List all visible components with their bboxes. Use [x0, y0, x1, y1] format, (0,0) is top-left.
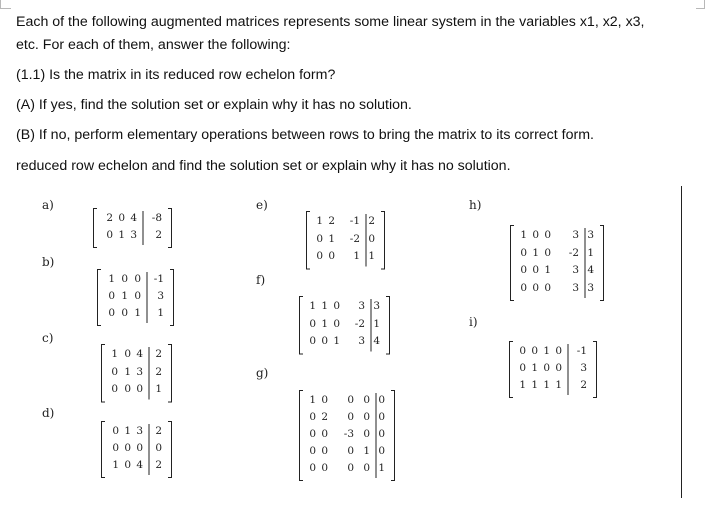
matrix-cell: 1 [519, 379, 526, 391]
matrix-cell: 4 [587, 264, 594, 276]
matrix-cell: 3 [580, 362, 587, 374]
matrix-cell: 3 [373, 300, 380, 312]
right-bracket [386, 297, 390, 355]
matrix-cell: 2 [580, 379, 587, 391]
matrix-cell: 0 [544, 281, 551, 294]
matrix-cell: 1 [531, 362, 538, 374]
left-bracket [300, 391, 304, 481]
matrix-cell: 0 [347, 394, 354, 406]
matrix-cell: -2 [349, 232, 360, 245]
label-e: e) [256, 198, 268, 212]
intro-line-2: etc. For each of them, answer the following: [16, 37, 291, 53]
matrix-cell: 1 [555, 379, 562, 391]
matrix-cell: 0 [347, 411, 354, 423]
matrix-cell: 0 [520, 264, 527, 276]
left-bracket [300, 297, 304, 355]
matrix-cell: 0 [121, 307, 128, 319]
matrix-cell: 1 [543, 379, 550, 391]
matrix-cell: 1 [118, 229, 125, 241]
page-corner-mark-left [0, 0, 11, 9]
matrix-cell: 0 [316, 250, 323, 262]
matrix-cell: 1 [544, 264, 551, 276]
matrix-d [100, 421, 173, 478]
matrix-g [298, 390, 396, 481]
matrix-cell: 2 [155, 229, 162, 241]
right-bracket [170, 270, 174, 326]
matrix-cell: 1 [543, 345, 550, 357]
matrix-cell: 0 [321, 428, 328, 440]
matrix-cell: 1 [309, 394, 316, 406]
matrix-cell: 1 [309, 300, 316, 312]
matrix-cell: 0 [309, 462, 316, 474]
matrix-cell: 0 [108, 290, 115, 302]
left-bracket [94, 209, 98, 248]
matrix-cell: 0 [309, 428, 316, 440]
matrix-cell: 1 [155, 383, 162, 395]
matrix-cell: 2 [106, 212, 113, 224]
page-right-border [681, 186, 682, 498]
matrix-cell: 1 [112, 459, 119, 471]
matrix-a [92, 208, 173, 248]
matrix-h [509, 225, 605, 301]
matrix-cell: 0 [333, 317, 340, 330]
matrix-cell: 0 [321, 335, 328, 347]
matrix-cell: 0 [347, 445, 354, 457]
matrix-cell: 3 [136, 425, 143, 437]
page-corner-mark-right [696, 0, 705, 9]
matrix-cell: 0 [111, 365, 118, 378]
left-bracket [511, 226, 515, 301]
left-bracket [307, 212, 311, 270]
matrix-cell: 0 [363, 411, 370, 423]
matrix-cell: 3 [587, 229, 594, 241]
matrix-cell: 3 [358, 300, 365, 312]
label-a: a) [42, 198, 54, 212]
matrix-cell: 1 [157, 307, 164, 319]
matrix-cell: 0 [112, 425, 119, 437]
option-b: (B) If no, perform elementary operations between rows to bring the matrix to its correct form. [16, 127, 594, 143]
right-bracket [168, 345, 172, 403]
matrix-cell: 0 [121, 273, 128, 285]
label-d: d) [42, 406, 55, 420]
matrix-cell: 0 [363, 462, 370, 474]
matrix-cell: -1 [153, 273, 164, 285]
matrix-cell: -8 [151, 212, 162, 224]
right-bracket [381, 212, 385, 270]
matrix-cell: 0 [519, 362, 526, 374]
matrix-e [305, 211, 386, 270]
label-h: h) [469, 198, 482, 212]
matrix-cell: 1 [134, 307, 141, 319]
matrix-cell: 3 [572, 281, 579, 294]
matrix-cell: 2 [155, 365, 162, 378]
matrix-cell: 2 [155, 348, 162, 360]
matrix-cell: 2 [155, 459, 162, 471]
matrix-cell: 0 [378, 445, 385, 457]
matrix-cell: 3 [572, 264, 579, 276]
matrix-cell: 1 [328, 232, 335, 245]
matrix-cell: 0 [520, 246, 527, 259]
intro-line-1: Each of the following augmented matrices represents some linear system in the variables x1, x2, x3, [16, 14, 645, 30]
right-bracket [600, 226, 604, 301]
matrix-cell: 0 [368, 232, 375, 245]
matrix-cell: 0 [136, 442, 143, 454]
matrix-cell: 0 [532, 229, 539, 241]
matrix-cell: 4 [373, 335, 380, 347]
left-bracket [102, 345, 106, 403]
left-bracket [510, 342, 514, 398]
matrix-c [100, 344, 173, 403]
label-c: c) [42, 331, 54, 345]
matrix-cell: 1 [368, 250, 375, 262]
matrix-cell: 2 [155, 425, 162, 437]
label-i: i) [469, 315, 478, 329]
matrix-cell: 3 [130, 229, 137, 241]
right-bracket [168, 422, 172, 478]
matrix-cell: -3 [343, 428, 354, 440]
right-bracket [593, 342, 597, 398]
matrix-cell: 0 [328, 250, 335, 262]
right-bracket [391, 391, 395, 481]
matrix-cell: 1 [378, 462, 385, 474]
matrix-cell: 0 [124, 459, 131, 471]
option-a: (A) If yes, find the solution set or explain why it has no solution. [16, 97, 412, 113]
matrix-cell: 0 [309, 335, 316, 347]
matrix-cell: 1 [333, 335, 340, 347]
matrix-cell: 0 [124, 383, 131, 395]
matrix-cell: 0 [111, 383, 118, 395]
matrix-cell: 4 [130, 212, 137, 224]
matrix-cell: 1 [520, 229, 527, 241]
matrix-cell: 0 [118, 212, 125, 224]
matrix-cell: 1 [316, 215, 323, 227]
matrix-f [298, 296, 391, 355]
matrix-cell: 0 [321, 394, 328, 406]
matrix-cell: 0 [544, 229, 551, 241]
matrix-cell: 2 [368, 215, 375, 227]
matrix-cell: 0 [155, 442, 162, 454]
matrix-cell: 0 [363, 428, 370, 440]
matrix-cell: 0 [136, 383, 143, 395]
matrix-cell: 1 [363, 445, 370, 457]
matrix-cell: 1 [111, 348, 118, 360]
matrix-cell: -1 [349, 215, 360, 227]
right-bracket [168, 209, 172, 248]
matrix-cell: 0 [106, 229, 113, 241]
matrix-cell: 1 [108, 273, 115, 285]
matrix-cell: 3 [136, 365, 143, 378]
matrix-cell: 1 [321, 300, 328, 312]
matrix-cell: 3 [358, 335, 365, 347]
label-f: f) [256, 273, 266, 287]
matrix-cell: 0 [309, 411, 316, 423]
matrix-cell: 0 [532, 281, 539, 294]
label-b: b) [42, 255, 55, 269]
matrix-cell: 0 [378, 428, 385, 440]
matrix-cell: 0 [378, 411, 385, 423]
matrix-b [96, 269, 175, 326]
matrix-cell: 0 [309, 317, 316, 330]
matrix-cell: 0 [519, 345, 526, 357]
matrix-cell: 0 [555, 345, 562, 357]
matrix-cell: 2 [321, 411, 328, 423]
matrix-cell: -2 [568, 246, 579, 259]
matrix-cell: 1 [587, 246, 594, 259]
matrix-cell: 0 [520, 281, 527, 294]
matrix-cell: 0 [124, 442, 131, 454]
matrix-cell: 0 [112, 442, 119, 454]
matrix-cell: 0 [108, 307, 115, 319]
matrix-cell: 2 [328, 215, 335, 227]
matrix-cell: 1 [124, 425, 131, 437]
matrix-cell: 0 [532, 264, 539, 276]
matrix-cell: 0 [134, 273, 141, 285]
matrix-cell: 0 [124, 348, 131, 360]
matrix-i [508, 341, 598, 398]
matrix-cell: -1 [576, 345, 587, 357]
left-bracket [98, 270, 102, 326]
matrix-cell: 0 [333, 300, 340, 312]
matrix-cell: 1 [124, 365, 131, 378]
matrix-cell: 0 [134, 290, 141, 302]
matrix-cell: 3 [587, 281, 594, 294]
question-1-1: (1.1) Is the matrix in its reduced row echelon form? [16, 67, 336, 83]
matrix-cell: 0 [378, 394, 385, 406]
matrix-cell: 0 [316, 232, 323, 245]
matrix-cell: 4 [136, 348, 143, 360]
matrix-cell: 0 [555, 362, 562, 374]
matrix-cell: 0 [321, 445, 328, 457]
matrix-cell: -2 [354, 317, 365, 330]
matrix-cell: 0 [309, 445, 316, 457]
matrix-cell: 0 [363, 394, 370, 406]
matrix-cell: 1 [321, 317, 328, 330]
matrix-cell: 0 [531, 345, 538, 357]
matrix-cell: 1 [373, 317, 380, 330]
matrix-cell: 3 [572, 229, 579, 241]
matrix-cell: 4 [136, 459, 143, 471]
label-g: g) [256, 366, 269, 380]
matrix-cell: 0 [321, 462, 328, 474]
option-b-continued: reduced row echelon and find the solution set or explain why it has no solution. [16, 158, 511, 174]
matrix-cell: 1 [531, 379, 538, 391]
left-bracket [102, 422, 106, 478]
matrix-cell: 3 [157, 290, 164, 302]
matrix-cell: 1 [532, 246, 539, 259]
matrix-cell: 1 [353, 250, 360, 262]
matrix-cell: 0 [544, 246, 551, 259]
matrix-cell: 0 [543, 362, 550, 374]
matrix-cell: 0 [347, 462, 354, 474]
matrix-cell: 1 [121, 290, 128, 302]
